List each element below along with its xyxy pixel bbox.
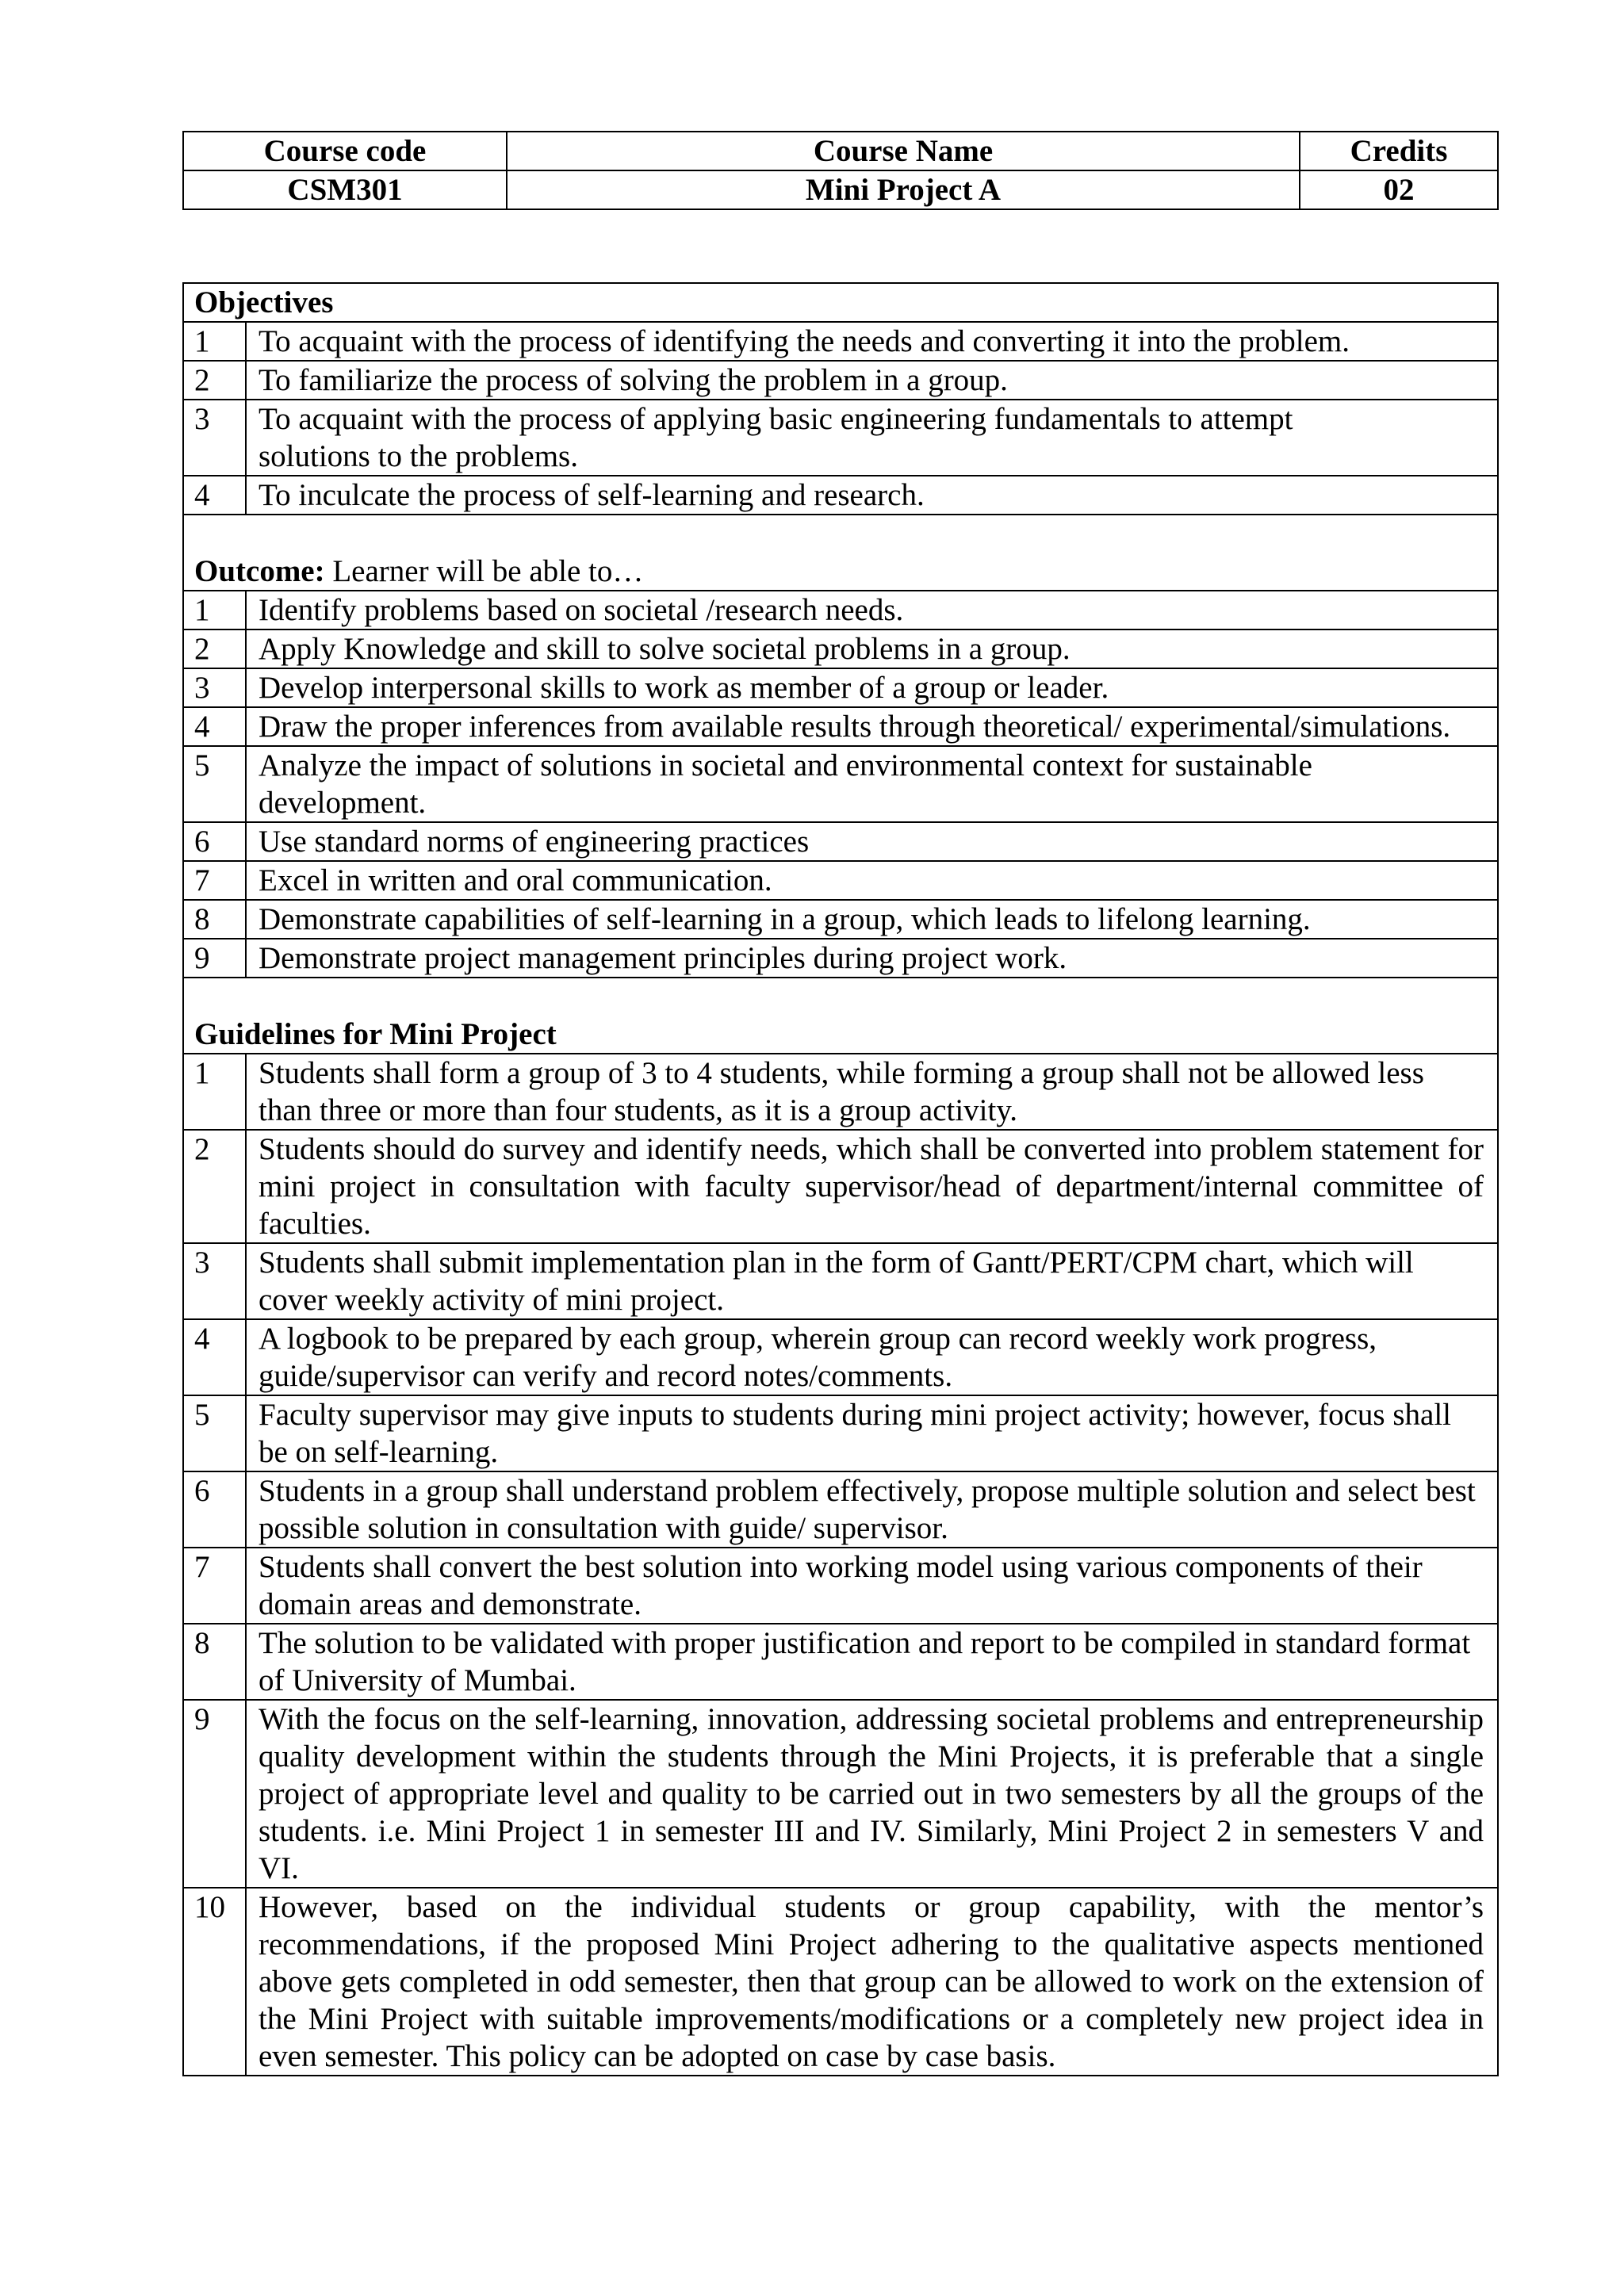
guideline-row	[183, 1471, 1498, 1548]
outcome-text: Use standard norms of engineering practices	[246, 822, 1498, 861]
objective-row	[183, 476, 1498, 515]
objective-row	[183, 361, 1498, 400]
course-name-value: Mini Project A	[507, 170, 1300, 209]
outcome-row	[183, 591, 1498, 629]
outcome-number: 6	[183, 822, 246, 861]
guidelines-heading-row	[183, 978, 1498, 1054]
objective-text: To acquaint with the process of identifying the needs and converting it into the problem.	[246, 322, 1498, 361]
guideline-number: 4	[183, 1319, 246, 1395]
objectives-heading-row	[183, 283, 1498, 322]
outcome-text: Excel in written and oral communication.	[246, 861, 1498, 900]
outcome-number: 4	[183, 707, 246, 746]
guidelines-title: Guidelines for Mini Project	[194, 1017, 557, 1051]
guideline-text: The solution to be validated with proper justification and report to be compiled in standard format of University of Mumbai.	[246, 1624, 1498, 1700]
guideline-number: 2	[183, 1130, 246, 1243]
guidelines-heading-cell	[183, 978, 1498, 1054]
guideline-text: However, based on the individual students or group capability, with the mentor’s recommendations, if the proposed Mini Project adhering to the qualitative aspects mentioned above gets completed in odd semester, then that group can be allowed to work on the extension of the Mini Project with suitable improvements/modifications or a completely new project idea in even semester. This policy can be adopted on case by case basis.	[246, 1888, 1498, 2076]
syllabus-table	[182, 282, 1499, 2076]
guideline-row	[183, 1395, 1498, 1471]
objective-text: To familiarize the process of solving the problem in a group.	[246, 361, 1498, 400]
course-value-row	[183, 170, 1498, 209]
objective-number: 3	[183, 400, 246, 476]
objective-text: To acquaint with the process of applying basic engineering fundamentals to attempt solutions to the problems.	[246, 400, 1498, 476]
outcome-number: 9	[183, 939, 246, 978]
outcome-text: Identify problems based on societal /research needs.	[246, 591, 1498, 629]
outcome-text: Demonstrate capabilities of self-learning in a group, which leads to lifelong learning.	[246, 900, 1498, 939]
credits-header: Credits	[1300, 132, 1498, 170]
guideline-number: 1	[183, 1054, 246, 1130]
guideline-text: Students shall convert the best solution into working model using various components of their domain areas and demonstrate.	[246, 1548, 1498, 1624]
outcome-row	[183, 822, 1498, 861]
guideline-text: A logbook to be prepared by each group, wherein group can record weekly work progress, guide/supervisor can verify and record notes/comments.	[246, 1319, 1498, 1395]
outcome-number: 3	[183, 668, 246, 707]
outcome-number: 2	[183, 629, 246, 668]
outcome-intro: Learner will be able to…	[324, 554, 644, 588]
guideline-text: Students shall submit implementation plan in the form of Gantt/PERT/CPM chart, which will cover weekly activity of mini project.	[246, 1243, 1498, 1319]
outcome-row	[183, 707, 1498, 746]
outcome-number: 7	[183, 861, 246, 900]
guideline-number: 7	[183, 1548, 246, 1624]
guideline-text: Students in a group shall understand problem effectively, propose multiple solution and select best possible solution in consultation with guide/ supervisor.	[246, 1471, 1498, 1548]
guideline-row	[183, 1319, 1498, 1395]
objective-row	[183, 322, 1498, 361]
outcome-row	[183, 629, 1498, 668]
guideline-text: Students shall form a group of 3 to 4 students, while forming a group shall not be allowed less than three or more than four students, as it is a group activity.	[246, 1054, 1498, 1130]
guideline-row	[183, 1888, 1498, 2076]
outcome-heading-row	[183, 515, 1498, 591]
outcome-row	[183, 939, 1498, 978]
outcome-row	[183, 861, 1498, 900]
course-code-value: CSM301	[183, 170, 507, 209]
course-code-header: Course code	[183, 132, 507, 170]
outcome-text: Develop interpersonal skills to work as member of a group or leader.	[246, 668, 1498, 707]
course-header-row	[183, 132, 1498, 170]
outcome-text: Demonstrate project management principles during project work.	[246, 939, 1498, 978]
outcome-number: 5	[183, 746, 246, 822]
objective-number: 1	[183, 322, 246, 361]
course-info-table	[182, 131, 1499, 210]
guideline-number: 8	[183, 1624, 246, 1700]
outcome-row	[183, 746, 1498, 822]
guideline-row	[183, 1054, 1498, 1130]
credits-value: 02	[1300, 170, 1498, 209]
guideline-text: Students should do survey and identify needs, which shall be converted into problem statement for mini project in consultation with faculty supervisor/head of department/internal committee of faculties.	[246, 1130, 1498, 1243]
guideline-row	[183, 1548, 1498, 1624]
guideline-row	[183, 1130, 1498, 1243]
guideline-number: 9	[183, 1700, 246, 1888]
outcome-heading-cell	[183, 515, 1498, 591]
guideline-number: 10	[183, 1888, 246, 2076]
outcome-number: 1	[183, 591, 246, 629]
outcome-text: Analyze the impact of solutions in societal and environmental context for sustainable development.	[246, 746, 1498, 822]
objective-number: 2	[183, 361, 246, 400]
outcome-text: Draw the proper inferences from available results through theoretical/ experimental/simulations.	[246, 707, 1498, 746]
guideline-row	[183, 1700, 1498, 1888]
course-name-header: Course Name	[507, 132, 1300, 170]
outcome-number: 8	[183, 900, 246, 939]
objective-number: 4	[183, 476, 246, 515]
guideline-number: 5	[183, 1395, 246, 1471]
guideline-number: 3	[183, 1243, 246, 1319]
guideline-number: 6	[183, 1471, 246, 1548]
outcome-row	[183, 900, 1498, 939]
outcome-row	[183, 668, 1498, 707]
outcome-title: Outcome:	[194, 554, 325, 588]
outcome-text: Apply Knowledge and skill to solve societal problems in a group.	[246, 629, 1498, 668]
guideline-text: With the focus on the self-learning, innovation, addressing societal problems and entrepreneurship quality development within the students through the Mini Projects, it is preferable that a single project of appropriate level and quality to be carried out in two semesters by all the groups of the students. i.e. Mini Project 1 in semester III and IV. Similarly, Mini Project 2 in semesters V and VI.	[246, 1700, 1498, 1888]
objective-text: To inculcate the process of self-learning and research.	[246, 476, 1498, 515]
guideline-text: Faculty supervisor may give inputs to students during mini project activity; however, focus shall be on self-learning.	[246, 1395, 1498, 1471]
objective-row	[183, 400, 1498, 476]
guideline-row	[183, 1243, 1498, 1319]
objectives-title: Objectives	[183, 283, 1498, 322]
guideline-row	[183, 1624, 1498, 1700]
